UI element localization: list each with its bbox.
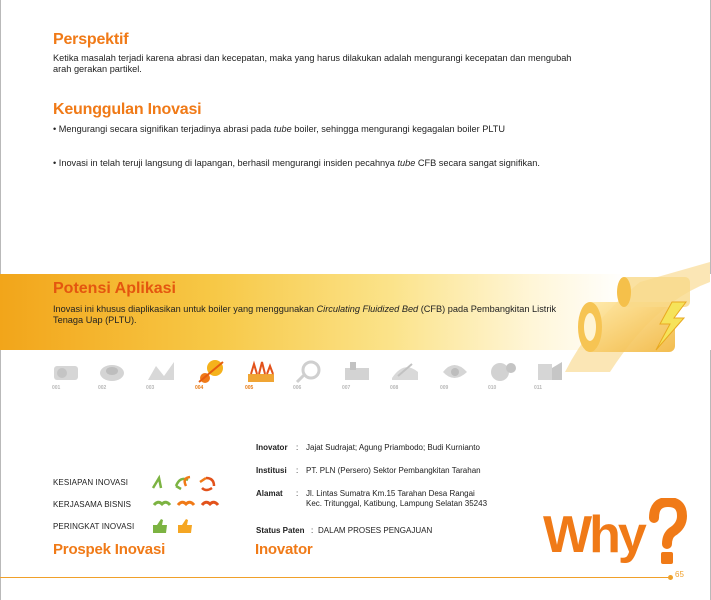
sector-icon-004 (193, 358, 227, 394)
keunggulan-bullet-1: • Mengurangi secara signifikan terjadinya abrasi pada tube boiler, sehingga mengurangi kegagalan boiler PLTU (53, 124, 506, 134)
icon-code-007: 007 (342, 385, 351, 391)
page-number-dot (668, 575, 673, 580)
bullet-2-text-a: Inovasi in telah teruji langsung di lapangan, berhasil mengurangi insiden pecahnya (58, 158, 398, 168)
potensi-italic: Circulating Fluidized Bed (316, 304, 419, 314)
perspektif-text: Ketika masalah terjadi karena abrasi dan kecepatan, maka yang harus dilakukan adalah mengurangi kecepatan dan mengubah arah gerakan partikel. (53, 53, 572, 74)
inovator-value: Jajat Sudrajat; Agung Priambodo; Budi Kurnianto (306, 443, 480, 452)
kesiapan-rating (150, 474, 220, 490)
kerjasama-rating (150, 497, 220, 513)
potensi-text-a: Inovasi ini khusus diaplikasikan untuk boiler yang menggunakan (53, 304, 317, 314)
sector-icon-010 (486, 358, 520, 394)
kerjasama-label: KERJASAMA BISNIS (53, 500, 132, 509)
thumbs-up-icon (150, 517, 200, 535)
peringkat-label: PERINGKAT INOVASI (53, 522, 135, 531)
sector-icon-009 (438, 358, 472, 394)
potensi-text (53, 304, 573, 326)
institusi-value: PT. PLN (Persero) Sektor Pembangkitan Tarahan (306, 466, 481, 475)
icon-code-008: 008 (390, 385, 399, 391)
sector-icon-011 (532, 358, 566, 394)
sector-icon-005 (243, 358, 277, 394)
bullet-2-text-b: CFB secara sangat signifikan. (415, 158, 540, 168)
bullet-1-text-a: Mengurangi secara signifikan terjadinya abrasi pada (58, 124, 274, 134)
sector-icon-001 (50, 358, 84, 394)
kesiapan-label: KESIAPAN INOVASI (53, 478, 129, 487)
keunggulan-bullet-2: • Inovasi in telah teruji langsung di lapangan, berhasil mengurangi insiden pecahnya tube CFB secara sangat signifikan. (53, 158, 540, 168)
bullet-2-italic: tube (397, 158, 416, 168)
institusi-row (256, 466, 576, 476)
sector-icon-007 (340, 358, 374, 394)
alamat-separator: : (296, 489, 299, 498)
recycle-arrows-icon (150, 474, 220, 492)
inovator-key: Inovator (256, 443, 288, 452)
sector-icon-strip (50, 358, 560, 394)
icon-code-002: 002 (98, 385, 107, 391)
sector-icon-003 (144, 358, 178, 394)
prospek-heading: Prospek Inovasi (53, 541, 166, 558)
icon-code-005: 005 (245, 385, 254, 391)
peringkat-rating (150, 517, 220, 533)
why-logo (543, 500, 693, 570)
sector-icon-008 (388, 358, 422, 394)
alamat-line-1: Jl. Lintas Sumatra Km.15 Tarahan Desa Rangai (306, 489, 475, 498)
icon-code-011: 011 (534, 385, 543, 391)
potensi-text-b: (CFB) pada Pembangkitan Listrik Tenaga Uap (PLTU). (53, 304, 557, 325)
icon-code-006: 006 (293, 385, 302, 391)
alamat-key: Alamat (256, 489, 283, 498)
bullet-1-italic: tube (273, 124, 292, 134)
bottom-rule (0, 577, 668, 578)
institusi-key: Institusi (256, 466, 287, 475)
alamat-row (256, 489, 576, 511)
inovator-separator: : (296, 443, 299, 452)
status-paten-value: DALAM PROSES PENGAJUAN (318, 526, 433, 535)
page-number: 65 (675, 570, 684, 579)
keunggulan-heading: Keunggulan Inovasi (53, 101, 202, 118)
icon-code-009: 009 (440, 385, 449, 391)
status-paten-key: Status Paten (256, 526, 305, 535)
perspektif-heading: Perspektif (53, 31, 129, 48)
inovator-row (256, 443, 576, 453)
icon-code-004: 004 (195, 385, 204, 391)
icon-code-010: 010 (488, 385, 497, 391)
icon-code-003: 003 (146, 385, 155, 391)
alamat-line-2: Kec. Tritunggal, Katibung, Lampung Selatan 35243 (306, 499, 488, 508)
institusi-separator: : (296, 466, 299, 475)
status-paten-row (256, 526, 576, 536)
question-mark-logo-icon (648, 498, 688, 568)
handshake-icon (150, 497, 220, 511)
status-paten-separator: : (311, 526, 314, 535)
potensi-heading: Potensi Aplikasi (53, 280, 176, 297)
icon-code-001: 001 (52, 385, 61, 391)
bullet-1-text-b: boiler, sehingga mengurangi kegagalan boiler PLTU (291, 124, 506, 134)
sector-icon-002 (96, 358, 130, 394)
sector-icon-006 (291, 358, 325, 394)
why-logo-word: Why (543, 506, 644, 564)
inovator-heading: Inovator (255, 541, 313, 558)
boiler-pipe-illustration (560, 262, 710, 372)
